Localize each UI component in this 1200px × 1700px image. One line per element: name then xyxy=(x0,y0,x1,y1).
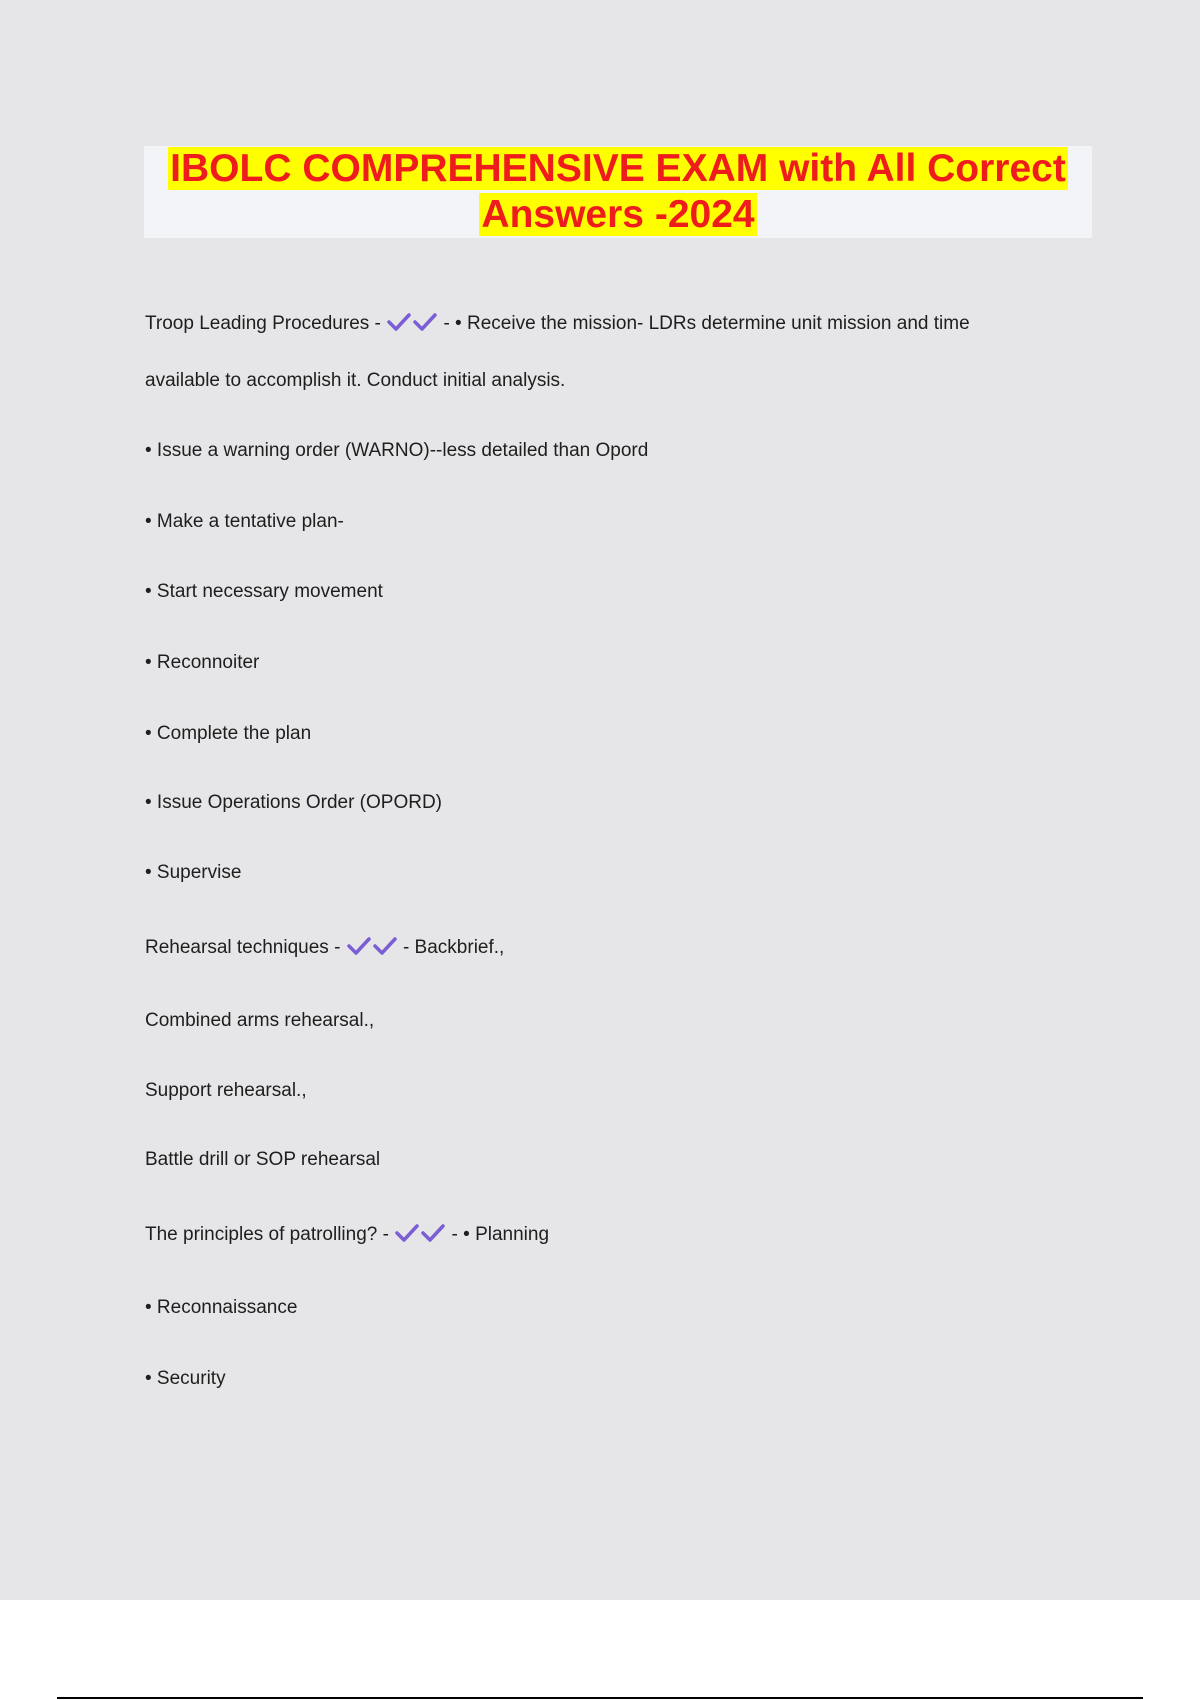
check-icon xyxy=(413,312,437,332)
list-item: • Reconnoiter xyxy=(145,652,260,673)
answer-text: - • Planning xyxy=(451,1224,550,1245)
answer-text-continued: available to accomplish it. Conduct initial analysis. xyxy=(145,370,566,391)
list-item: • Start necessary movement xyxy=(145,581,383,602)
question-text: Troop Leading Procedures - xyxy=(145,313,381,334)
list-item: • Issue Operations Order (OPORD) xyxy=(145,792,443,813)
list-item: Combined arms rehearsal., xyxy=(145,1010,375,1031)
list-item: • Issue a warning order (WARNO)--less detailed than Opord xyxy=(145,440,649,461)
list-item: • Reconnaissance xyxy=(145,1297,298,1318)
document-title xyxy=(144,146,1092,238)
list-item: • Supervise xyxy=(145,862,242,883)
title-line-1: IBOLC COMPREHENSIVE EXAM with All Correct xyxy=(170,147,1066,190)
list-item: • Make a tentative plan- xyxy=(145,511,344,532)
qa-troop-leading-procedures xyxy=(145,312,970,336)
list-item: • Security xyxy=(145,1368,226,1389)
check-icon xyxy=(421,1223,445,1243)
check-icon xyxy=(373,936,397,956)
question-text: Rehearsal techniques - xyxy=(145,937,341,958)
answer-text: - Backbrief., xyxy=(402,937,505,958)
list-item: • Complete the plan xyxy=(145,723,312,744)
qa-rehearsal-techniques xyxy=(145,936,504,960)
footer-divider xyxy=(57,1697,1143,1699)
list-item: Battle drill or SOP rehearsal xyxy=(145,1149,381,1170)
qa-principles-of-patrolling xyxy=(145,1223,549,1247)
question-text: The principles of patrolling? - xyxy=(145,1224,389,1245)
check-icon xyxy=(347,936,371,956)
list-item: Support rehearsal., xyxy=(145,1080,307,1101)
check-icon xyxy=(387,312,411,332)
check-icon xyxy=(395,1223,419,1243)
title-line-2: Answers -2024 xyxy=(481,193,755,236)
answer-text: - • Receive the mission- LDRs determine unit mission and time xyxy=(443,313,970,334)
